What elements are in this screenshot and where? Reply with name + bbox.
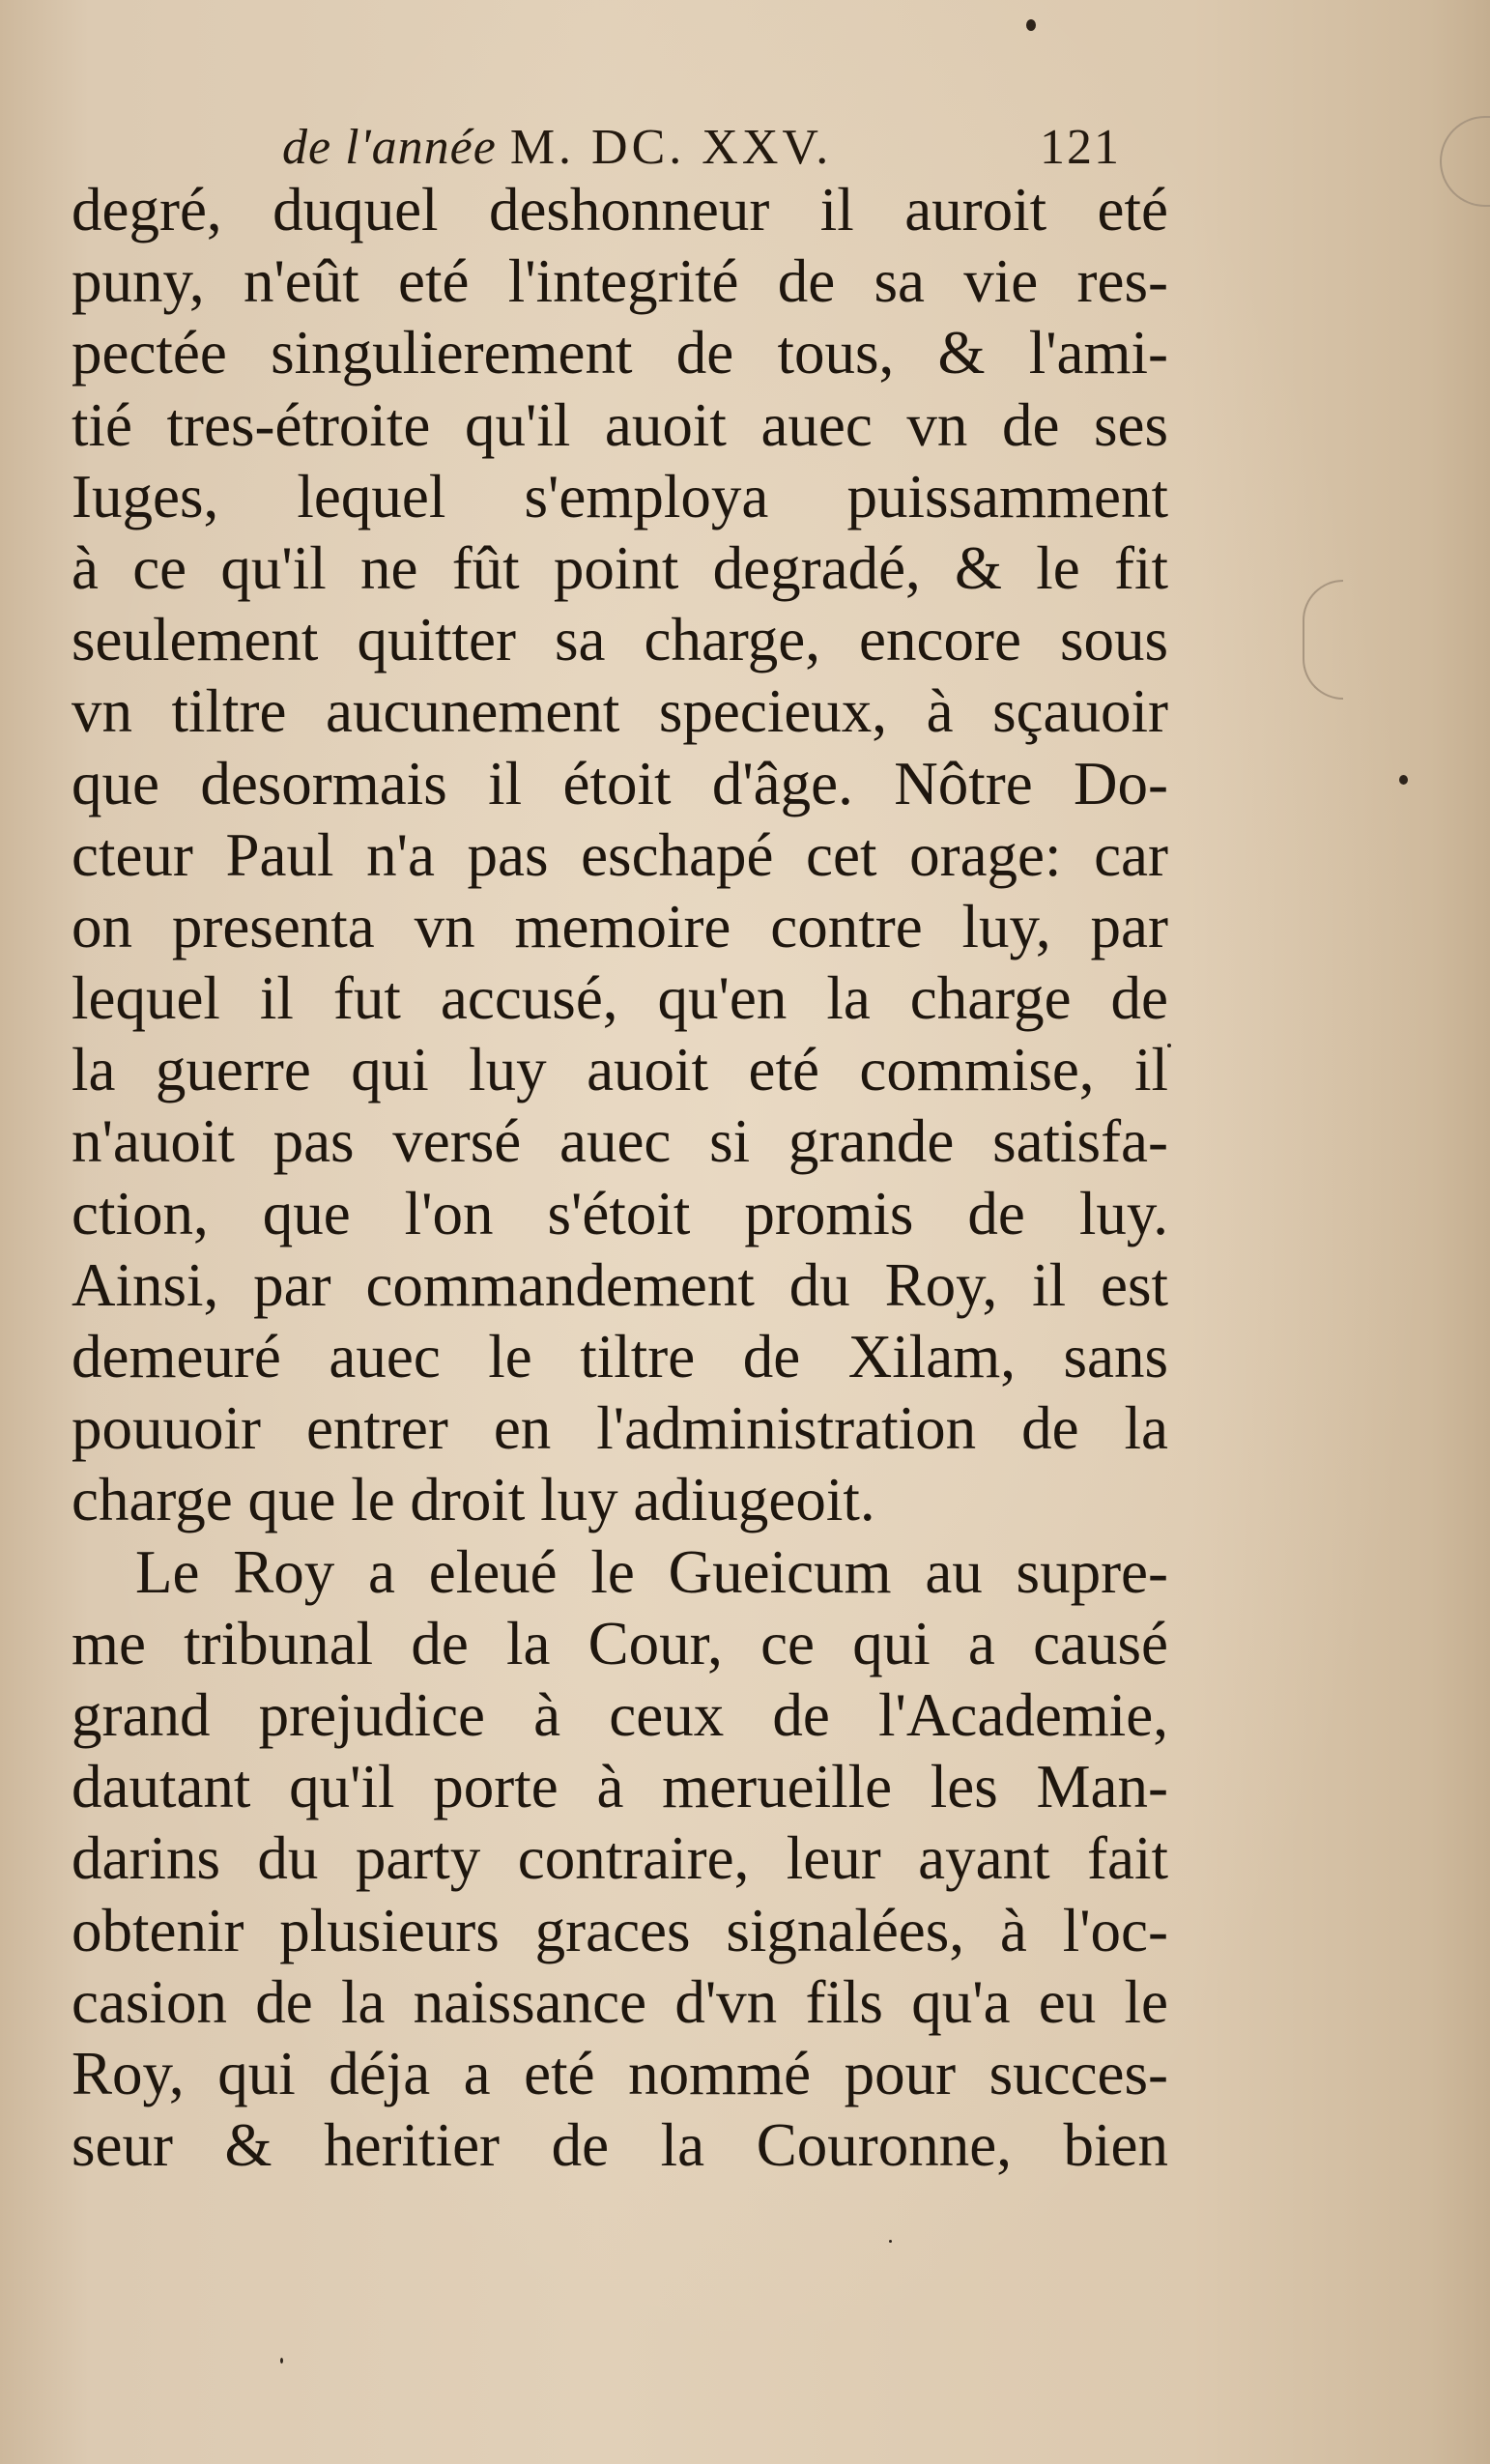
- body-text: [72, 174, 1168, 2181]
- running-title-text: de l'année: [282, 120, 497, 175]
- ink-speck: [1399, 775, 1408, 785]
- ink-speck: [1026, 19, 1036, 31]
- text-line: pouuoir entrer en l'administration de la: [72, 1394, 1168, 1463]
- text-line: casion de la naissance d'vn fils qu'a eu le: [72, 1967, 1168, 2036]
- text-line: que desormais il étoit d'âge. Nôtre Do-: [72, 749, 1168, 817]
- text-line: à ce qu'il ne fût point degradé, & le fit: [72, 533, 1168, 602]
- page-header: [282, 114, 1169, 182]
- text-line: pectée singulierement de tous, & l'ami-: [72, 319, 1168, 387]
- text-line: Roy, qui déja a eté nommé pour succes-: [72, 2039, 1168, 2107]
- text-line: obtenir plusieurs graces signalées, à l'oc-: [72, 1896, 1168, 1964]
- text-line: vn tiltre aucunement specieux, à sçauoir: [72, 677, 1168, 746]
- text-line: Ainsi, par commandement du Roy, il est: [72, 1250, 1168, 1319]
- text-line: puny, n'eût eté l'integrité de sa vie res-: [72, 247, 1168, 316]
- text-line: seulement quitter sa charge, encore sous: [72, 606, 1168, 674]
- text-line: charge que le droit luy adiugeoit.: [72, 1466, 875, 1534]
- text-line: dautant qu'il porte à merueille les Man-: [72, 1753, 1168, 1821]
- text-line: la guerre qui luy auoit eté commise, il: [72, 1036, 1168, 1104]
- paragraph-start-line: Le Roy a eleué le Gueicum au supre-: [135, 1537, 1168, 1606]
- text-line: me tribunal de la Cour, ce qui a causé: [72, 1609, 1168, 1677]
- text-line: ction, que l'on s'étoit promis de luy.: [72, 1179, 1168, 1247]
- text-line: cteur Paul n'a pas eschapé cet orage: car: [72, 820, 1168, 889]
- text-line: seur & heritier de la Couronne, bien: [72, 2111, 1168, 2180]
- show-through-mark: [1303, 580, 1343, 700]
- text-line: on presenta vn memoire contre luy, par: [72, 892, 1168, 960]
- running-title-year: M. DC. XXV.: [509, 120, 833, 175]
- running-title: [282, 114, 832, 182]
- text-line: degré, duquel deshonneur il auroit eté: [72, 176, 1168, 244]
- text-line: Iuges, lequel s'employa puissamment: [72, 462, 1168, 530]
- text-line: grand prejudice à ceux de l'Academie,: [72, 1680, 1168, 1749]
- ink-speck: [889, 2240, 892, 2243]
- text-line: lequel il fut accusé, qu'en la charge de: [72, 964, 1168, 1033]
- text-line: demeuré auec le tiltre de Xilam, sans: [72, 1323, 1168, 1390]
- text-line: tié tres-étroite qu'il auoit auec vn de ses: [72, 390, 1168, 459]
- ink-speck: [280, 2358, 283, 2364]
- text-line: n'auoit pas versé auec si grande satisfa-: [72, 1107, 1168, 1176]
- text-line: darins du party contraire, leur ayant fait: [72, 1824, 1168, 1893]
- page-number: 121: [1040, 120, 1121, 175]
- show-through-mark: [1440, 116, 1490, 207]
